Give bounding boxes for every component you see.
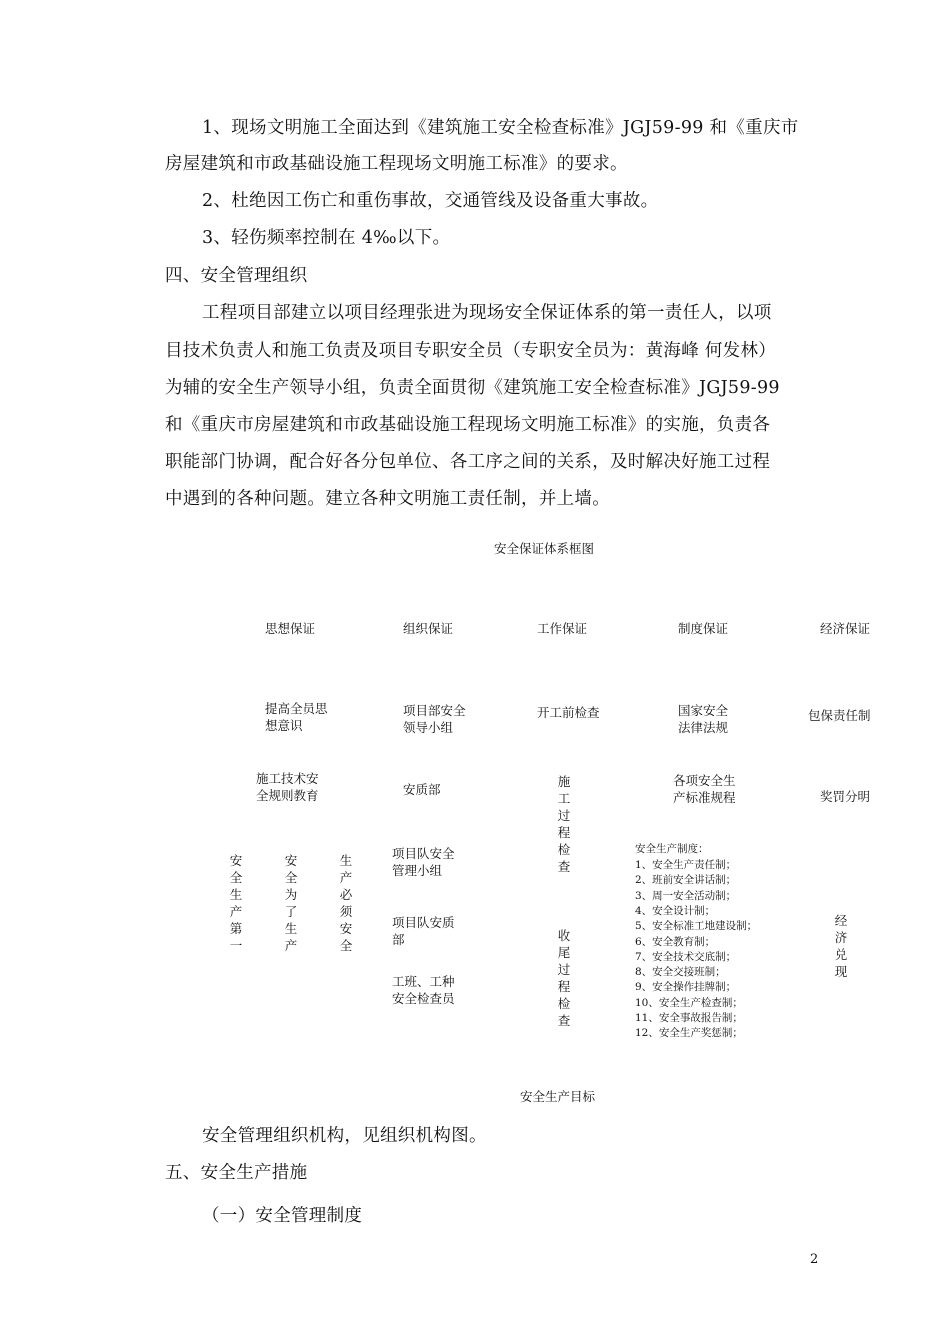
col2-item4-line1: 项目队安质 — [392, 915, 455, 930]
col2-item5-line1: 工班、工种 — [392, 974, 455, 989]
section-heading-5: 五、安全生产措施 — [165, 1163, 308, 1183]
paragraph-4-line-6: 中遇到的各种问题。建立各种文明施工责任制，并上墙。 — [165, 489, 610, 509]
col5-item2: 奖罚分明 — [820, 789, 871, 804]
col2-item1-line1: 项目部安全 — [403, 703, 466, 718]
subsection-heading-5-1: （一）安全管理制度 — [202, 1206, 363, 1226]
col5-vertical-1: 经济兑现 — [834, 913, 848, 979]
page-number: 2 — [810, 1252, 819, 1267]
paragraph-4-line-2: 目技术负责人和施工负责及项目专职安全员（专职安全员为：黄海峰 何发林） — [165, 341, 777, 361]
col5-item1: 包保责任制 — [808, 708, 871, 723]
col4-item2-line1: 各项安全生 — [673, 773, 736, 788]
col2-item1-line2: 领导小组 — [403, 720, 454, 735]
safety-rule-item: 8、安全交接班制； — [635, 966, 726, 979]
section-heading-4: 四、安全管理组织 — [165, 266, 308, 286]
col1-vertical-1: 安全生产第一 — [229, 853, 243, 953]
diagram-header-1: 思想保证 — [265, 621, 316, 636]
paragraph-3: 3、轻伤频率控制在 4‰以下。 — [202, 228, 451, 248]
diagram-header-3: 工作保证 — [537, 621, 588, 636]
col2-item5-line2: 安全检查员 — [392, 991, 455, 1006]
col4-item2-line2: 产标准规程 — [673, 790, 736, 805]
col1-vertical-2: 安全为了生产 — [284, 853, 298, 953]
safety-rule-item: 10、安全生产检查制； — [635, 996, 743, 1009]
safety-rule-item: 4、安全设计制； — [635, 904, 716, 917]
paragraph-1-line-1: 1、现场文明施工全面达到《建筑施工安全检查标准》JGJ59-99 和《重庆市 — [202, 118, 799, 138]
safety-rule-item: 11、安全事故报告制； — [635, 1012, 743, 1024]
diagram-header-2: 组织保证 — [403, 621, 454, 636]
diagram-title: 安全保证体系框图 — [494, 541, 595, 556]
paragraph-4-line-3: 为辅的安全生产领导小组，负责全面贯彻《建筑施工安全检查标准》JGJ59-99 — [165, 378, 780, 398]
col2-item4-line2: 部 — [392, 932, 405, 947]
paragraph-5: 安全管理组织机构，见组织机构图。 — [202, 1126, 487, 1146]
paragraph-2: 2、杜绝因工伤亡和重伤事故，交通管线及设备重大事故。 — [202, 191, 659, 211]
col1-vertical-3: 生产必须安全 — [339, 853, 353, 953]
safety-rule-item: 1、安全生产责任制； — [635, 859, 737, 871]
col3-vertical-1: 施工过程检查 — [557, 774, 571, 874]
col3-vertical-2: 收尾过程检查 — [557, 928, 571, 1028]
paragraph-1-line-2: 房屋建筑和市政基础设施工程现场文明施工标准》的要求。 — [165, 154, 628, 174]
col2-item3-line2: 管理小组 — [392, 863, 443, 878]
col3-item1: 开工前检查 — [537, 705, 600, 720]
safety-rule-item: 5、安全标准工地建设制； — [635, 920, 758, 933]
col1-item1-line2: 想意识 — [265, 718, 303, 733]
safety-rule-item: 6、安全教育制； — [635, 935, 716, 948]
safety-rule-item: 3、周一安全活动制； — [635, 889, 737, 902]
col4-item1-line1: 国家安全 — [678, 703, 729, 718]
safety-rule-item: 9、安全操作挂牌制； — [635, 981, 737, 994]
col4-item1-line2: 法律法规 — [678, 720, 729, 735]
safety-rule-item: 2、班前安全讲话制； — [635, 874, 737, 887]
col1-item2-line2: 全规则教育 — [256, 788, 319, 803]
paragraph-4-line-5: 职能部门协调，配合好各分包单位、各工序之间的关系，及时解决好施工过程 — [165, 452, 771, 472]
col2-item2: 安质部 — [403, 782, 441, 797]
safety-rule-item: 7、安全技术交底制； — [635, 950, 737, 963]
paragraph-4-line-1: 工程项目部建立以项目经理张进为现场安全保证体系的第一责任人，以项 — [202, 303, 772, 323]
col1-item2-line1: 施工技术安 — [256, 771, 319, 786]
col1-item1-line1: 提高全员思 — [265, 701, 328, 716]
safety-rule-item: 12、安全生产奖惩制； — [635, 1027, 743, 1040]
col4-list-title: 安全生产制度： — [635, 843, 709, 855]
paragraph-4-line-4: 和《重庆市房屋建筑和市政基础设施工程现场文明施工标准》的实施，负责各 — [165, 415, 771, 435]
diagram-header-5: 经济保证 — [820, 621, 871, 636]
col2-item3-line1: 项目队安全 — [392, 846, 455, 861]
diagram-footer: 安全生产目标 — [520, 1089, 596, 1104]
diagram-header-4: 制度保证 — [678, 621, 729, 636]
